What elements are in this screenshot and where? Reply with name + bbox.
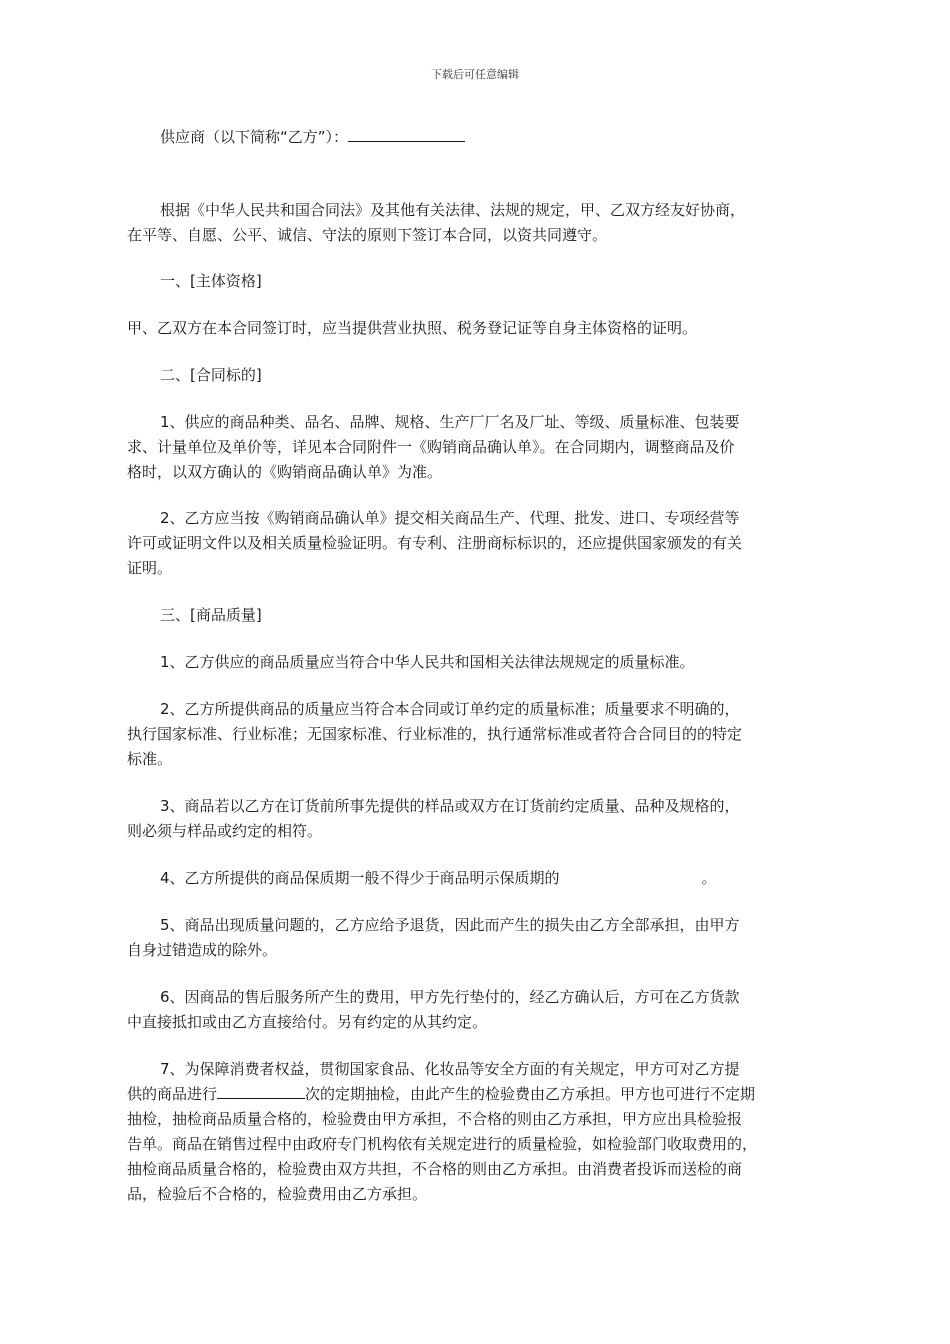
s3-p4-end: 。	[701, 869, 717, 887]
s3-p6-line-1: 6、因商品的售后服务所产生的费用，甲方先行垫付的，经乙方确认后，方可在乙方货款	[160, 988, 740, 1006]
intro-line-2: 在平等、自愿、公平、诚信、守法的原则下签订本合同，以资共同遵守。	[127, 226, 608, 244]
supplier-label: 供应商（以下简称“乙方”）：	[160, 128, 349, 146]
s3-p5-line-1: 5、商品出现质量问题的，乙方应给予退货，因此而产生的损失由乙方全部承担，由甲方	[160, 916, 740, 934]
s2-p2-line-3: 证明。	[127, 559, 173, 577]
s3-p7-line-3: 抽检，抽检商品质量合格的，检验费由甲方承担，不合格的则由乙方承担，甲方应出具检验报	[127, 1110, 743, 1128]
s3-p7-line-4: 告单。商品在销售过程中由政府专门机构依有关规定进行的质量检验，如检验部门收取费用的，	[127, 1135, 758, 1153]
s2-p2-line-2: 许可或证明文件以及相关质量检验证明。有专利、注册商标标识的，还应提供国家颁发的有关	[127, 534, 743, 552]
s3-p7-line-2a: 供的商品进行	[127, 1085, 218, 1103]
s3-p7-line-2	[127, 1084, 755, 1104]
s2-p2-line-1: 2、乙方应当按《购销商品确认单》提交相关商品生产、代理、批发、进口、专项经营等	[160, 509, 740, 527]
s3-p4-line	[160, 868, 717, 888]
section-1-text: 甲、乙双方在本合同签订时，应当提供营业执照、税务登记证等自身主体资格的证明。	[127, 319, 698, 337]
supplier-blank	[348, 127, 465, 142]
s3-p5-line-2: 自身过错造成的除外。	[127, 941, 278, 959]
s2-p1-line-2: 求、计量单位及单价等，详见本合同附件一《购销商品确认单》。在合同期内，调整商品及价	[127, 438, 735, 456]
s3-p4-text: 4、乙方所提供的商品保质期一般不得少于商品明示保质期的	[160, 869, 560, 887]
s2-p1-line-1: 1、供应的商品种类、品名、品牌、规格、生产厂厂名及厂址、等级、质量标准、包装要	[160, 413, 740, 431]
s3-p3-line-1: 3、商品若以乙方在订货前所事先提供的样品或双方在订货前约定质量、品种及规格的，	[160, 797, 740, 815]
s3-p7-line-1: 7、为保障消费者权益，贯彻国家食品、化妆品等安全方面的有关规定，甲方可对乙方提	[160, 1060, 740, 1078]
section-1-title: 一、[主体资格]	[160, 272, 262, 290]
s3-p2-line-3: 标准。	[127, 750, 173, 768]
s3-p7-line-6: 品，检验后不合格的，检验费用由乙方承担。	[127, 1185, 428, 1203]
s3-p3-line-2: 则必须与样品或约定的相符。	[127, 822, 323, 840]
s2-p1-line-3: 格时，以双方确认的《购销商品确认单》为准。	[127, 463, 443, 481]
s3-p7-blank	[217, 1084, 305, 1099]
intro-line-1: 根据《中华人民共和国合同法》及其他有关法律、法规的规定，甲、乙双方经友好协商，	[160, 201, 746, 219]
s3-p2-line-1: 2、乙方所提供商品的质量应当符合本合同或订单约定的质量标准；质量要求不明确的，	[160, 700, 740, 718]
s3-p2-line-2: 执行国家标准、行业标准；无国家标准、行业标准的，执行通常标准或者符合合同目的的特定	[127, 725, 743, 743]
s3-p1: 1、乙方供应的商品质量应当符合中华人民共和国相关法律法规规定的质量标准。	[160, 653, 695, 671]
page-header: 下载后可任意编辑	[431, 68, 519, 81]
section-3-title: 三、[商品质量]	[160, 606, 262, 624]
supplier-line	[160, 127, 465, 147]
s3-p7-line-5: 抽检商品质量合格的，检验费由双方共担，不合格的则由乙方承担。由消费者投诉而送检的商	[127, 1160, 743, 1178]
s3-p6-line-2: 中直接抵扣或由乙方直接给付。另有约定的从其约定。	[127, 1013, 488, 1031]
s3-p7-line-2b: 次的定期抽检，由此产生的检验费由乙方承担。甲方也可进行不定期	[305, 1085, 756, 1103]
section-2-title: 二、[合同标的]	[160, 366, 262, 384]
